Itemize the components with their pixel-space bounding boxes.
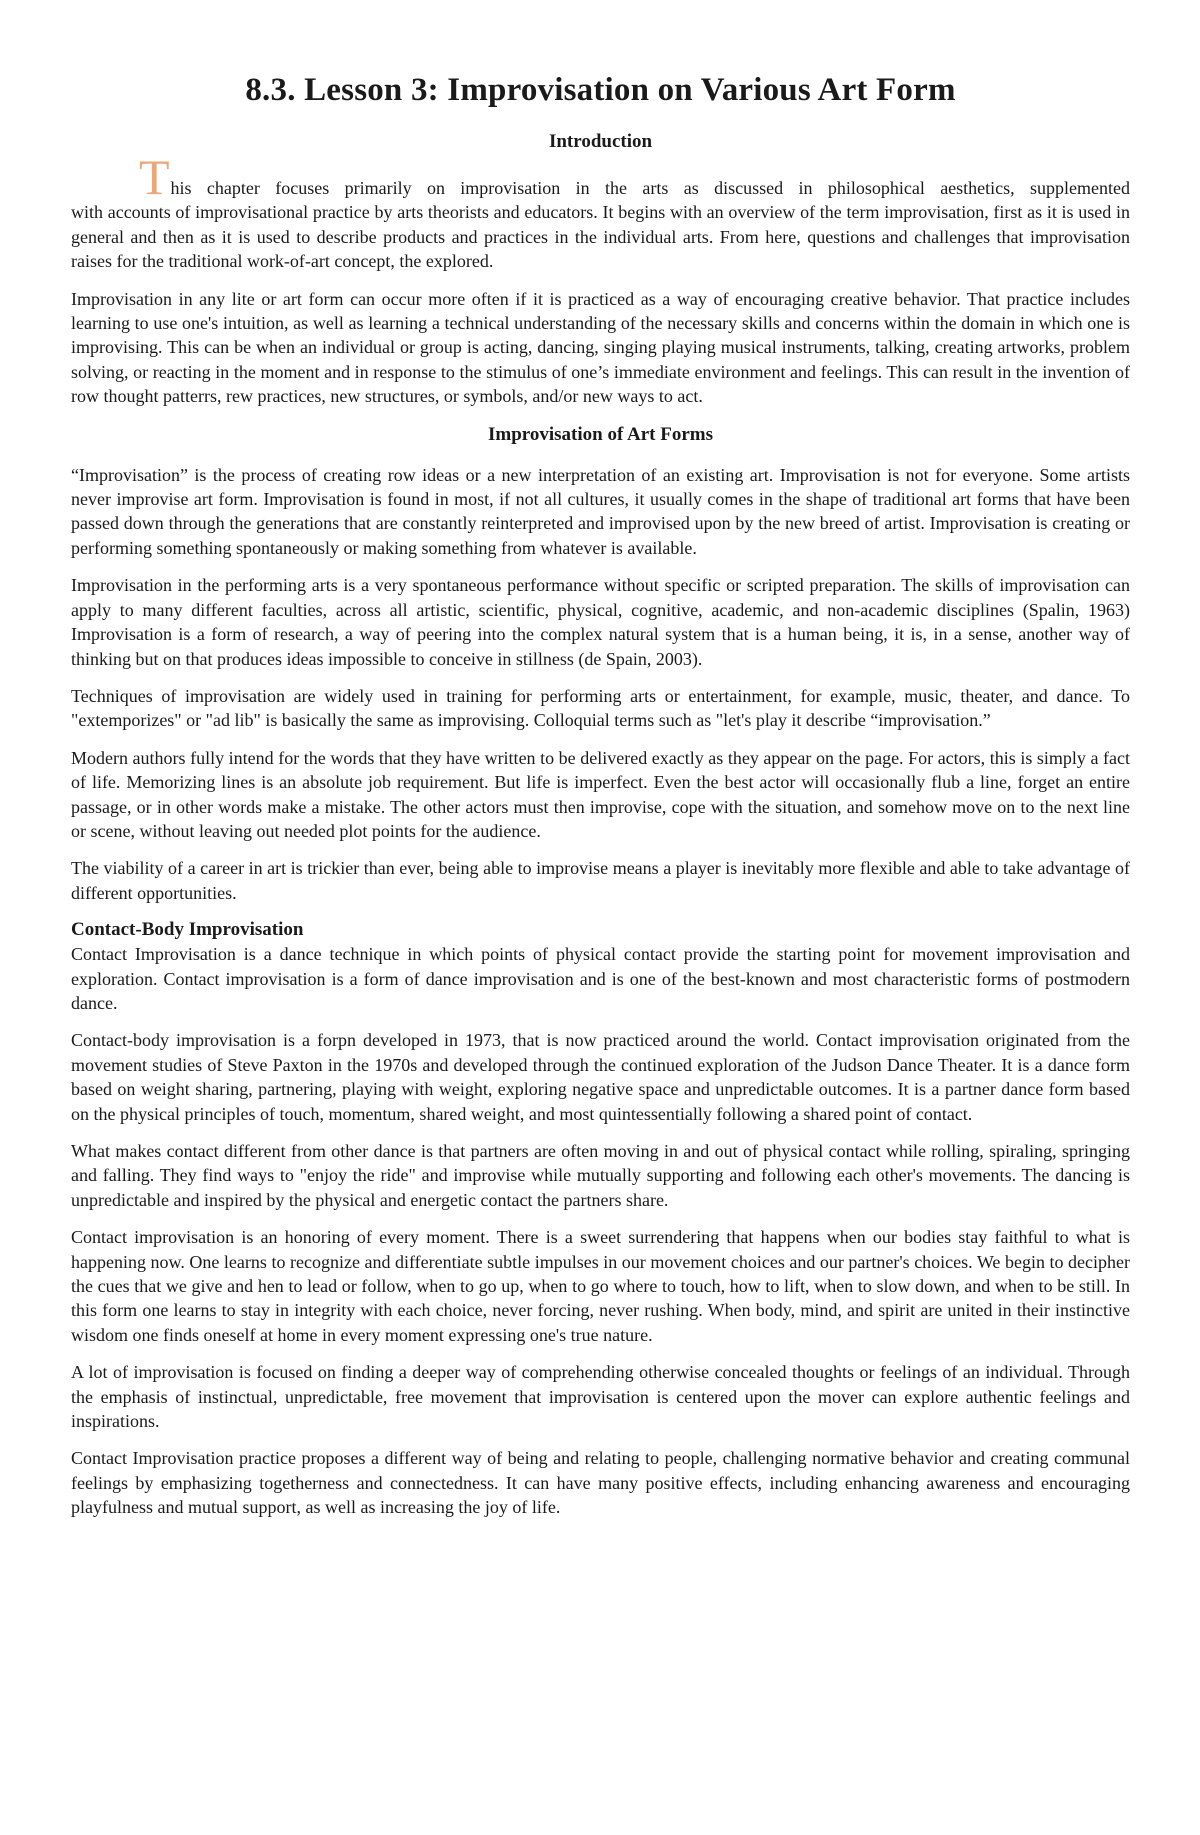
contact-body-heading: Contact-Body Improvisation bbox=[71, 919, 304, 941]
art-forms-heading: Improvisation of Art Forms bbox=[488, 423, 713, 445]
art-forms-paragraph-3: Techniques of improvisation are widely used in training for performing arts or entertainment, for example, music, theater, and dance. To "extemporizes" or "ad lib" is basically the same as improvising. Colloquial terms such as "let's play it describe “improvisation.” bbox=[71, 685, 1130, 731]
contact-paragraph-3: What makes contact different from other dance is that partners are often moving in and out of physical contact while rolling, spiraling, springing and falling. They find ways to "enjoy the ride" and improvise while mutually supporting and following each other's movements. The dancing is unpredictable and inspired by the physical and energetic contact the partners share. bbox=[71, 1141, 1130, 1210]
intro-paragraph-2: Improvisation in any lite or art form can occur more often if it is practiced as a way of encouraging creative behavior. That practice includes learning to use one's intuition, as well as learning a technical understanding of the necessary skills and concerns within the domain in which one is improvising. This can be when an individual or group is acting, dancing, singing playing musical instruments, talking, creating artworks, problem solving, or reacting in the moment and in response to the stimulus of one’s immediate environment and feelings. This can result in the invention of row thought patterrs, rew practices, new structures, or symbols, and/or new ways to act. bbox=[71, 288, 1130, 407]
introduction-heading: Introduction bbox=[548, 131, 653, 152]
art-forms-paragraph-4: Modern authors fully intend for the words that they have written to be delivered exactly as they appear on the page. For actors, this is simply a fact of life. Memorizing lines is an absolute job requirement. But life is imperfect. Even the best actor will occasionally flub a line, forget an entire passage, or in other words make a mistake. The other actors must then improvise, cope with the situation, and somehow move on to the next line or scene, without leaving out needed plot points for the audience. bbox=[71, 747, 1130, 841]
art-forms-paragraph-1: “Improvisation” is the process of creating row ideas or a new interpretation of an existing art. Improvisation is not for everyone. Some artists never improvise art form. Improvisation is found in most, if not all cultures, it usually comes in the shape of traditional art forms that have been passed down through the generations that are constantly reinterpreted and improvised upon by the new breed of artist. Improvisation is creating or performing something spontaneously or making something from whatever is available. bbox=[71, 464, 1130, 558]
contact-paragraph-2: Contact-body improvisation is a forpn developed in 1973, that is now practiced around the world. Contact improvisation originated from the movement studies of Steve Paxton in the 1970s and developed through the continued exploration of the Judson Dance Theater. It is a dance form based on weight sharing, partnering, playing with weight, exploring negative space and unpredictable outcomes. It is a partner dance form based on the physical principles of touch, momentum, shared weight, and most quintessentially following a shared point of contact. bbox=[71, 1030, 1130, 1124]
intro-paragraph-1-rest: with accounts of improvisational practice by arts theorists and educators. It begins with an overview of the term improvisation, first as it is used in general and then as it is used to describe products and practices in the individual arts. From here, questions and challenges that improvisation raises for the traditional work-of-art concept, the explored. bbox=[71, 202, 1130, 272]
art-forms-paragraph-5: The viability of a career in art is trickier than ever, being able to improvise means a player is inevitably more flexible and able to take advantage of different opportunities. bbox=[71, 858, 1130, 903]
contact-paragraph-5: A lot of improvisation is focused on finding a deeper way of comprehending otherwise concealed thoughts or feelings of an individual. Through the emphasis of instinctual, unpredictable, free movement that improvisation is centered upon the mover can explore authentic feelings and inspirations. bbox=[71, 1362, 1130, 1432]
intro-first-line bbox=[139, 149, 1130, 205]
intro-paragraph-1 bbox=[71, 149, 1130, 274]
contact-paragraph-1: Contact Improvisation is a dance technique in which points of physical contact provide the starting point for movement improvisation and exploration. Contact improvisation is a form of dance improvisation and is one of the best-known and most characteristic forms of postmodern dance. bbox=[71, 944, 1130, 1013]
drop-cap: T bbox=[139, 149, 170, 205]
lesson-title: 8.3. Lesson 3: Improvisation on Various Art Form bbox=[245, 72, 956, 108]
contact-paragraph-4: Contact improvisation is an honoring of every moment. There is a sweet surrendering that happens when our bodies stay faithful to what is happening now. One learns to recognize and differentiate subtle impulses in our movement choices and our partner's choices. We begin to decipher the cues that we give and hen to lead or follow, when to go up, when to go where to touch, how to lift, when to slow down, and when to be still. In this form one learns to stay in integrity with each choice, never forcing, never rushing. When body, mind, and spirit are united in their instinctive wisdom one finds oneself at home in every moment expressing one's true nature. bbox=[71, 1227, 1130, 1345]
art-forms-paragraph-2: Improvisation in the performing arts is a very spontaneous performance without specific or scripted preparation. The skills of improvisation can apply to many different faculties, across all artistic, scientific, physical, cognitive, academic, and non-academic disciplines (Spalin, 1963) Improvisation is a form of research, a way of peering into the complex natural system that is a human being, it is, in a sense, another way of thinking but on that produces ideas impossible to conceive in stillness (de Spain, 2003). bbox=[71, 575, 1130, 669]
contact-paragraph-6: Contact Improvisation practice proposes a different way of being and relating to people, challenging normative behavior and creating communal feelings by emphasizing togetherness and connectedness. It can have many positive effects, including enhancing awareness and encouraging playfulness and mutual support, as well as increasing the joy of life. bbox=[71, 1448, 1130, 1518]
intro-first-line-text: his chapter focuses primarily on improvisation in the arts as discussed in philosophical aesthetics, supplemented bbox=[170, 178, 1130, 198]
